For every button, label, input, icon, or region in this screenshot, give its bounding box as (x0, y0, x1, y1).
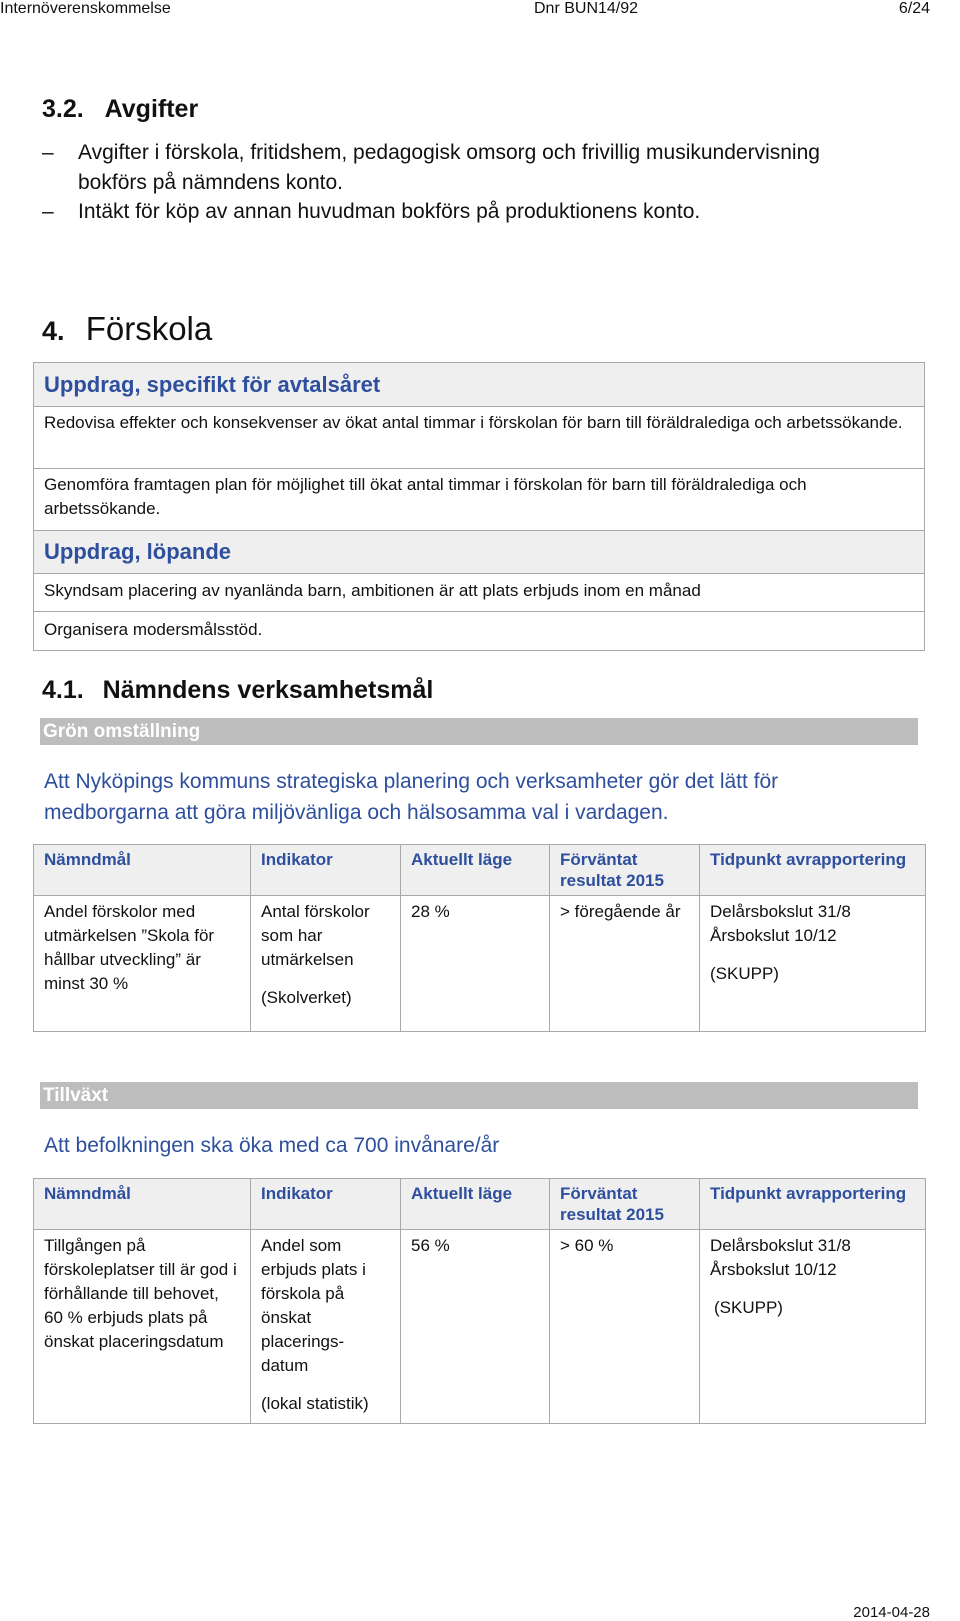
section-title: Förskola (85, 310, 213, 347)
column-header-indikator: Indikator (251, 1179, 401, 1230)
column-header-aktuellt: Aktuellt läge (401, 845, 550, 896)
column-header-forvantat: Förväntat resultat 2015 (550, 1179, 700, 1230)
uppdrag-lopande-box (33, 530, 925, 651)
indikator-text: Antal förskolor som har utmärkelsen (261, 902, 370, 969)
category-band-gron-omstallning: Grön omställning (40, 718, 918, 745)
uppdrag-lopande-heading: Uppdrag, löpande (34, 530, 924, 573)
column-header-forvantat: Förväntat resultat 2015 (550, 845, 700, 896)
column-header-tidpunkt: Tidpunkt avrapportering (700, 845, 926, 896)
bullet-dash-icon: – (42, 200, 54, 223)
document-date: 2014-04-28 (853, 1604, 930, 1621)
tidpunkt-source: (SKUPP) (710, 964, 779, 983)
doc-type-label: Internöverenskommelse (0, 0, 171, 17)
section-title: Avgifter (104, 95, 199, 123)
goals-table-tillvaxt (33, 1178, 926, 1424)
strategic-goal: Att befolkningen ska öka med ca 700 invånare/år (44, 1134, 500, 1157)
bullet-dash-icon: – (42, 141, 54, 164)
uppdrag-row: Genomföra framtagen plan för möjlighet till ökat antal timmar i förskolan för barn till föräldralediga och arbetssökande. (34, 468, 924, 530)
column-header-tidpunkt: Tidpunkt avrapportering (700, 1179, 926, 1230)
tidpunkt-source: (SKUPP) (714, 1298, 783, 1317)
indikator-cell (251, 1230, 401, 1424)
namndmal-cell: Tillgången på förskoleplatser till är god i förhållande till behovet, 60 % erbjuds plats på önskat placeringsdatum (34, 1230, 251, 1424)
indikator-source: (lokal statistik) (261, 1394, 369, 1413)
column-header-namndmal: Nämndmål (34, 845, 251, 896)
uppdrag-row: Skyndsam placering av nyanlända barn, ambitionen är att plats erbjuds inom en månad (34, 573, 924, 611)
forvantat-cell: > föregående år (550, 896, 700, 1032)
indikator-source: (Skolverket) (261, 988, 352, 1007)
aktuellt-cell: 28 % (401, 896, 550, 1032)
section-4-1-heading (42, 676, 433, 705)
table-row (34, 1230, 926, 1424)
tidpunkt-line: Delårsbokslut 31/8 (710, 1236, 851, 1255)
aktuellt-cell: 56 % (401, 1230, 550, 1424)
indikator-text: Andel som erbjuds plats i förskola på önskat placerings-datum (261, 1236, 366, 1375)
uppdrag-row: Redovisa effekter och konsekvenser av ökat antal timmar i förskolan för barn till föräldralediga och arbetssökande. (34, 406, 924, 468)
section-number: 4. (42, 316, 65, 346)
tidpunkt-line: Delårsbokslut 31/8 (710, 902, 851, 921)
tidpunkt-line: Årsbokslut 10/12 (710, 1260, 837, 1279)
table-row (34, 896, 926, 1032)
doc-number: Dnr BUN14/92 (534, 0, 639, 17)
strategic-goal: Att Nyköpings kommuns strategiska planering och verksamheter gör det lätt för medborgarna att göra miljövänliga och hälsosamma val i vardagen. (44, 770, 779, 824)
column-header-namndmal: Nämndmål (34, 1179, 251, 1230)
section-3-2-heading (42, 95, 198, 124)
uppdrag-row: Organisera modersmålsstöd. (34, 611, 924, 650)
column-header-indikator: Indikator (251, 845, 401, 896)
bullet-item: Intäkt för köp av annan huvudman bokförs på produktionens konto. (78, 200, 701, 223)
category-band-tillvaxt: Tillväxt (40, 1082, 918, 1109)
section-number: 3.2. (42, 95, 84, 123)
indikator-cell (251, 896, 401, 1032)
goals-table-gron (33, 844, 926, 1032)
page-number: 6/24 (898, 0, 930, 17)
namndmal-cell: Andel förskolor med utmärkelsen ”Skola för hållbar utveckling” är minst 30 % (34, 896, 251, 1032)
uppdrag-specifikt-heading: Uppdrag, specifikt för avtalsåret (34, 363, 924, 406)
uppdrag-specifikt-box (33, 362, 925, 531)
tidpunkt-cell (700, 896, 926, 1032)
section-title: Nämndens verksamhetsmål (102, 676, 434, 704)
tidpunkt-cell (700, 1230, 926, 1424)
column-header-aktuellt: Aktuellt läge (401, 1179, 550, 1230)
bullet-item: Avgifter i förskola, fritidshem, pedagogisk omsorg och frivillig musikundervisning bokförs på nämndens konto. (78, 141, 820, 194)
section-number: 4.1. (42, 676, 84, 704)
forvantat-cell: > 60 % (550, 1230, 700, 1424)
section-4-heading (42, 310, 212, 348)
tidpunkt-line: Årsbokslut 10/12 (710, 926, 837, 945)
